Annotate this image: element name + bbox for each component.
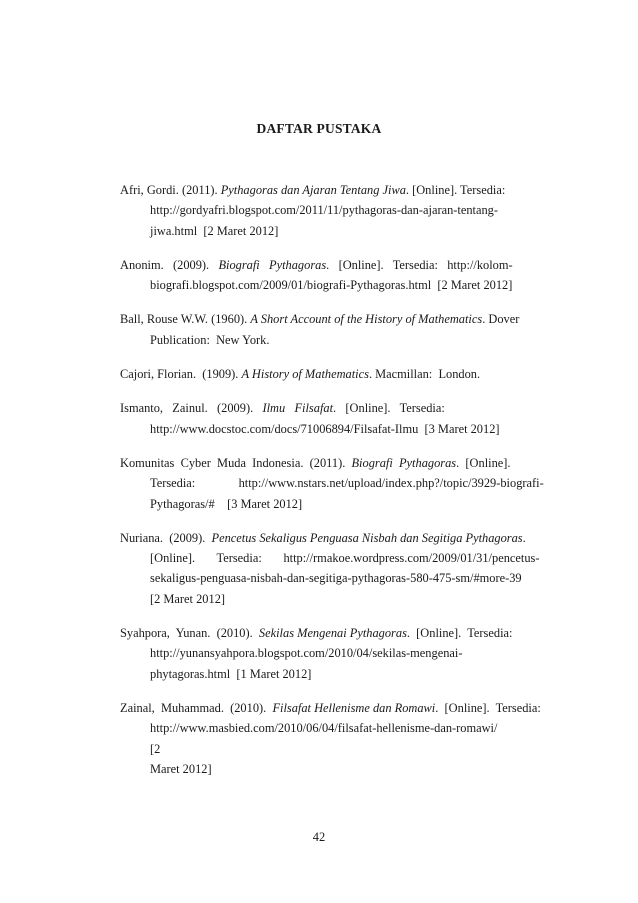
entry-text: biografi.blogspot.com/2009/01/biografi-Pythagoras.html [2 Maret 2012] (150, 278, 513, 293)
entry-first-line (120, 180, 547, 200)
entry-text: . [Online]. (456, 455, 511, 470)
entry-text: Anonim. (2009). (120, 257, 219, 272)
entry-title-italic: Sekilas Mengenai Pythagoras (258, 626, 407, 641)
entry-first-line (120, 398, 547, 418)
entry-text: http://yunansyahpora.blogspot.com/2010/04/sekilas-mengenai- (150, 646, 463, 661)
entry-continuation-line (120, 718, 547, 759)
entry-continuation-line (120, 664, 547, 684)
entry-title-italic: A Short Account of the History of Mathematics (250, 312, 483, 327)
entry-text: Syahpora, Yunan. (2010). (120, 626, 259, 641)
entry-text: Pythagoras/# [3 Maret 2012] (150, 496, 303, 511)
entry-continuation-line (120, 473, 547, 493)
entry-title-italic: Biografi Pythagoras (351, 455, 457, 470)
bibliography-entry (120, 528, 547, 609)
entry-title-italic: Biografi Pythagoras (218, 257, 327, 272)
bibliography-entry (120, 398, 547, 439)
entry-title-italic: A History of Mathematics (241, 367, 369, 382)
entry-first-line (120, 453, 547, 473)
entry-text: . Dover (482, 312, 520, 327)
entry-first-line (120, 309, 547, 329)
entry-continuation-line (120, 419, 547, 439)
entry-title-italic: Ilmu Filsafat (262, 401, 334, 416)
entry-first-line (120, 528, 547, 548)
entry-continuation-line (120, 548, 547, 568)
entry-continuation-line (120, 330, 547, 350)
entry-text: Ismanto, Zainul. (2009). (120, 401, 263, 416)
entry-text: Tersedia: http://www.nstars.net/upload/index.php?/topic/3929-biografi- (150, 476, 544, 491)
entry-text: http://www.docstoc.com/docs/71006894/Filsafat-Ilmu [3 Maret 2012] (150, 421, 500, 436)
entry-continuation-line (120, 221, 547, 241)
entry-text: sekaligus-penguasa-nisbah-dan-segitiga-pythagoras-580-475-sm/#more-39 (150, 571, 522, 586)
entry-text: Maret 2012] (150, 761, 212, 776)
page-title: DAFTAR PUSTAKA (256, 121, 382, 136)
entry-first-line (120, 623, 547, 643)
entry-text: jiwa.html [2 Maret 2012] (150, 223, 279, 238)
entry-continuation-line (120, 589, 547, 609)
entry-text: . [Online]. Tersedia: (406, 626, 513, 641)
entry-text: Komunitas Cyber Muda Indonesia. (2011). (120, 455, 352, 470)
page-number: 42 (312, 830, 326, 844)
entry-text: . [Online]. Tersedia: (333, 401, 445, 416)
entry-title-italic: Pencetus Sekaligus Penguasa Nisbah dan Segitiga Pythagoras (211, 530, 523, 545)
entry-text: . [Online]. Tersedia: (405, 183, 506, 197)
entry-text: Zainal, Muhammad. (2010). (120, 700, 273, 715)
entry-text: . Macmillan: London. (368, 367, 481, 382)
bibliography-entry (120, 698, 547, 779)
entry-text: phytagoras.html [1 Maret 2012] (150, 666, 312, 681)
entry-first-line (120, 364, 547, 384)
entry-text: Ball, Rouse W.W. (1960). (120, 312, 251, 327)
entry-text: Cajori, Florian. (1909). (120, 367, 242, 382)
entry-text: [2 Maret 2012] (150, 591, 226, 606)
bibliography-entry (120, 364, 547, 384)
entry-continuation-line (120, 494, 547, 514)
entry-text: . [Online]. Tersedia: http://kolom- (326, 257, 513, 272)
entry-first-line (120, 698, 547, 718)
bibliography-entry (120, 180, 547, 241)
entry-continuation-line (120, 275, 547, 295)
entry-text: . (522, 530, 526, 545)
entry-text: Afri, Gordi. (2011). (120, 183, 221, 197)
bibliography-list (120, 180, 547, 793)
bibliography-entry (120, 255, 547, 296)
bibliography-entry (120, 623, 547, 684)
entry-text: Publication: New York. (150, 332, 270, 347)
bibliography-entry (120, 309, 547, 350)
entry-text: Nuriana. (2009). (120, 530, 212, 545)
entry-title-italic: Filsafat Hellenisme dan Romawi (272, 700, 436, 715)
entry-text: http://gordyafri.blogspot.com/2011/11/pythagoras-dan-ajaran-tentang- (150, 203, 498, 218)
entry-continuation-line (120, 568, 547, 588)
entry-text: . [Online]. Tersedia: (435, 700, 541, 715)
entry-text: http://www.masbied.com/2010/06/04/filsafat-hellenisme-dan-romawi/ [2 (150, 721, 544, 756)
entry-title-italic: Pythagoras dan Ajaran Tentang Jiwa (220, 183, 406, 197)
entry-continuation-line (120, 200, 547, 220)
entry-text: [Online]. Tersedia: http://rmakoe.wordpress.com/2009/01/31/pencetus- (150, 551, 540, 566)
entry-continuation-line (120, 643, 547, 663)
entry-first-line (120, 255, 547, 275)
entry-continuation-line (120, 759, 547, 779)
bibliography-entry (120, 453, 547, 514)
